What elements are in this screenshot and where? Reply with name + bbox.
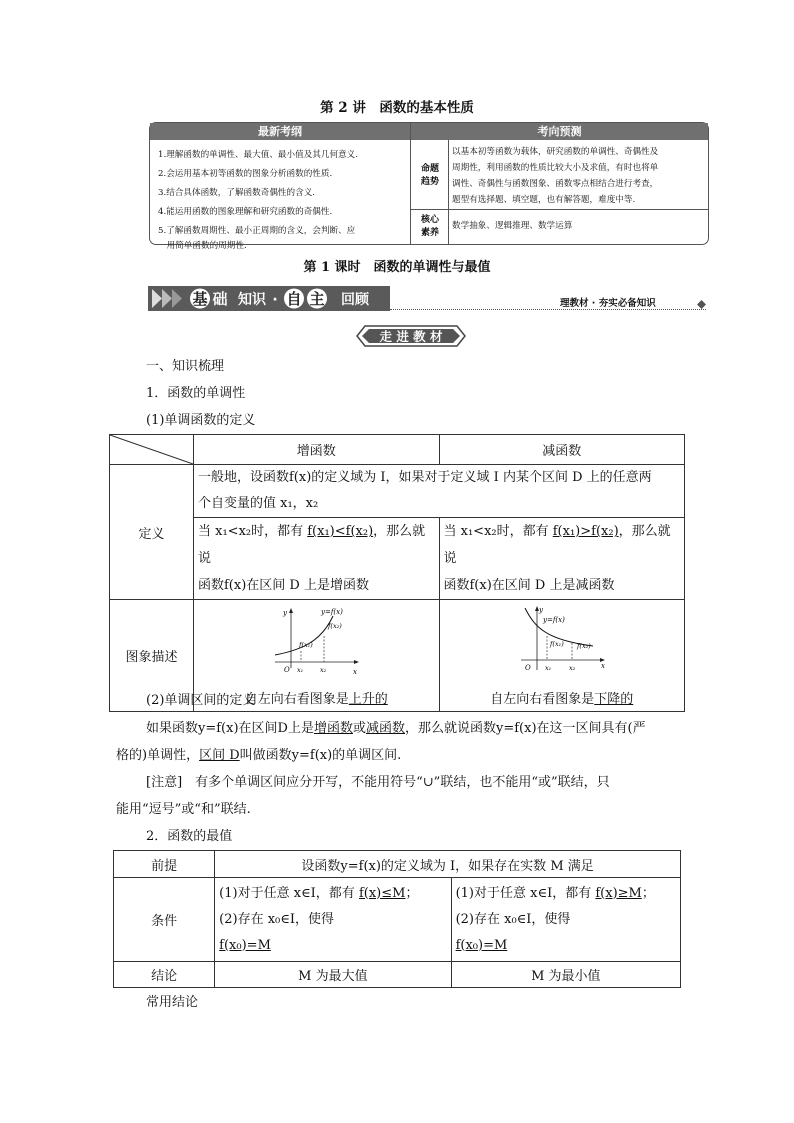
paragraph-line: 如果函数y=f(x)在区间D上是增函数或减函数，那么就说函数y=f(x)在这一区间具有(严 (146, 721, 646, 736)
svg-text:O: O (284, 666, 290, 674)
svg-text:x: x (600, 662, 605, 670)
svg-text:x: x (353, 668, 358, 676)
outline-heading: 最新考纲 (150, 123, 410, 140)
trend-heading: 考向预测 (411, 123, 708, 140)
banner-char-4: 主 (309, 290, 325, 308)
core-label: 核心 素养 (420, 215, 439, 238)
note-line: [注意] 有多个单调区间应分开写，不能用符号“∪”联结，也不能用“或”联结，只 (146, 775, 610, 790)
min-conclusion: M 为最小值 (451, 962, 680, 988)
subsection-heading: (1)单调函数的定义 (146, 413, 256, 428)
subsection-heading: (2)单调区间的定义 (146, 693, 256, 708)
svg-text:x₂: x₂ (320, 666, 327, 674)
row-label-graph: 图象描述 (110, 600, 194, 712)
section-heading: 一、知识梳理 (146, 359, 225, 374)
header-increasing: 增函数 (194, 435, 440, 465)
paragraph-line: 格的)单调性，区间 D叫做函数y=f(x)的单调区间. (116, 748, 402, 763)
max-conclusion: M 为最大值 (215, 962, 451, 988)
monotonic-definition-table (109, 434, 685, 712)
banner-divider (390, 309, 706, 310)
lesson-title: 第 1 课时 函数的单调性与最值 (303, 260, 491, 275)
svg-text:y: y (283, 609, 288, 617)
svg-text:f(x₂): f(x₂) (576, 642, 591, 650)
increasing-graph-cell: y x O x₁ x₂ y=f(x) f(x₂) f(x₁) 自左向右看图象是上升的 (194, 600, 440, 712)
diagonal-cell (110, 435, 194, 465)
definition-common: 一般地，设函数f(x)的定义域为 I，如果对于定义域 I 内某个区间 D 上的任意两 个自变量的值 x₁，x₂ (194, 465, 685, 518)
decreasing-condition: 当 x₁<x₂时，都有 f(x₁)>f(x₂)，那么就说 函数f(x)在区间 D 上是减函数 (439, 518, 685, 600)
walk-into-textbook-label (355, 324, 467, 348)
svg-text:O: O (524, 664, 531, 672)
row-label-definition: 定义 (110, 465, 194, 600)
chapter-overview-box (149, 122, 709, 251)
increasing-graph (271, 606, 361, 678)
banner-char-3: 自 (286, 290, 302, 308)
trend-label: 命题 趋势 (420, 164, 439, 187)
decreasing-graph (517, 604, 607, 676)
decreasing-graph-cell: y x O x₁ x₂ y=f(x) f(x₁) f(x₂) 自左向右看图象是下降的 (439, 600, 685, 712)
row-label-conclusion: 结论 (114, 962, 215, 988)
section-heading: 2．函数的最值 (146, 829, 233, 844)
extremum-table (113, 850, 681, 988)
svg-text:f(x₁): f(x₁) (549, 640, 564, 648)
trend-text: 以基本初等函数为载体，研究函数的单调性、奇偶性及 周期性，利用函数的性质比较大小及求值，有时也将单 调性、奇偶性与函数图象、函数零点相结合进行考查， 题型有选择题、填空题，也有解答题，难度中等. (452, 147, 659, 205)
banner-dot: · (272, 292, 278, 308)
svg-text:y: y (538, 606, 543, 614)
svg-text:y=f(x): y=f(x) (321, 608, 344, 616)
svg-text:走 进 教 材: 走 进 教 材 (379, 329, 443, 344)
subsection-heading: 1．函数的单调性 (146, 386, 246, 401)
header-decreasing: 减函数 (439, 435, 685, 465)
svg-text:y=f(x): y=f(x) (542, 616, 565, 624)
section-banner (148, 286, 390, 311)
banner-text-b: 回顾 (341, 292, 369, 308)
common-conclusions-heading: 常用结论 (146, 995, 199, 1010)
core-text: 数学抽象、逻辑推理、数学运算 (452, 221, 573, 231)
max-condition: (1)对于任意 x∈I，都有 f(x)≤M； (2)存在 x₀∈I，使得 f(x₀)=M (215, 878, 451, 962)
increasing-condition: 当 x₁<x₂时，都有 f(x₁)<f(x₂)，那么就说 函数f(x)在区间 D 上是增函数 (194, 518, 440, 600)
diamond-icon (697, 300, 706, 309)
outline-list: 1.理解函数的单调性、最大值、最小值及其几何意义. 2.会运用基本初等函数的图象分析函数的性质. 3.结合具体函数，了解函数奇偶性的含义. 4.能运用函数的图象理解和研究函数的奇偶性. 5.了解函数周期性、最小正周期的含义，会判断、应 用简单函数的周期性. (158, 150, 358, 251)
min-condition: (1)对于任意 x∈I，都有 f(x)≥M； (2)存在 x₀∈I，使得 f(x₀)=M (451, 878, 680, 962)
page-title: 第 2 讲 函数的基本性质 (320, 100, 474, 116)
svg-text:x₁: x₁ (297, 666, 304, 674)
row-label-condition: 条件 (114, 878, 215, 962)
svg-text:x₁: x₁ (544, 664, 552, 672)
banner-char-2: 础 (212, 290, 228, 308)
svg-text:x₂: x₂ (568, 664, 576, 672)
premise-text: 设函数y=f(x)的定义域为 I，如果存在实数 M 满足 (215, 851, 681, 878)
note-line: 能用“逗号”或“和”联结. (116, 802, 251, 817)
svg-text:f(x₁): f(x₁) (299, 641, 313, 649)
banner-subtitle: 理教材 · 夯实必备知识 (560, 298, 656, 309)
svg-text:f(x₂): f(x₂) (328, 622, 342, 630)
banner-char-1: 基 (192, 290, 208, 308)
banner-text-a: 知识 (238, 292, 266, 308)
row-label-premise: 前提 (114, 851, 215, 878)
